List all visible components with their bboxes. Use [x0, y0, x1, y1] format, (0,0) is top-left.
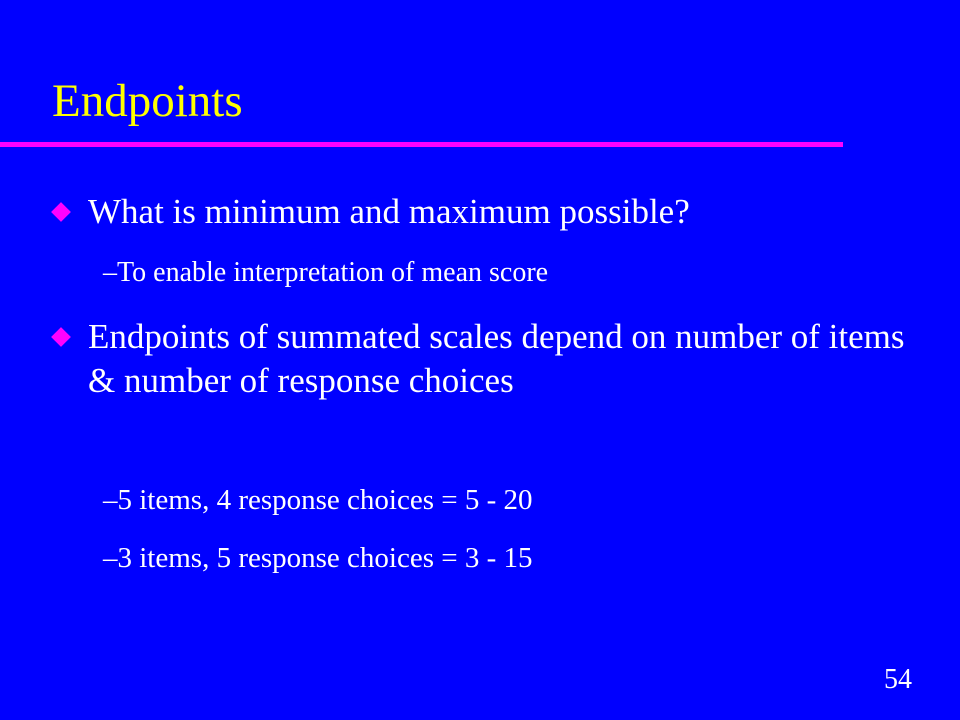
- slide-title: Endpoints: [52, 75, 243, 127]
- bullet-1-text: What is minimum and maximum possible?: [88, 192, 690, 231]
- bullet-1-subpoint-1: –To enable interpretation of mean score: [103, 257, 549, 288]
- bullet-2: [88, 315, 908, 403]
- diamond-bullet-icon: [51, 327, 71, 347]
- bullet-2-subpoint-1: –5 items, 4 response choices = 5 - 20: [103, 484, 533, 516]
- bullet-1: [88, 190, 908, 234]
- page-number: 54: [884, 664, 912, 695]
- diamond-bullet-icon: [51, 202, 71, 222]
- title-underline: [0, 142, 843, 147]
- bullet-2-subpoint-2: –3 items, 5 response choices = 3 - 15: [103, 542, 533, 574]
- bullet-2-text: Endpoints of summated scales depend on number of items & number of response choices: [88, 317, 905, 400]
